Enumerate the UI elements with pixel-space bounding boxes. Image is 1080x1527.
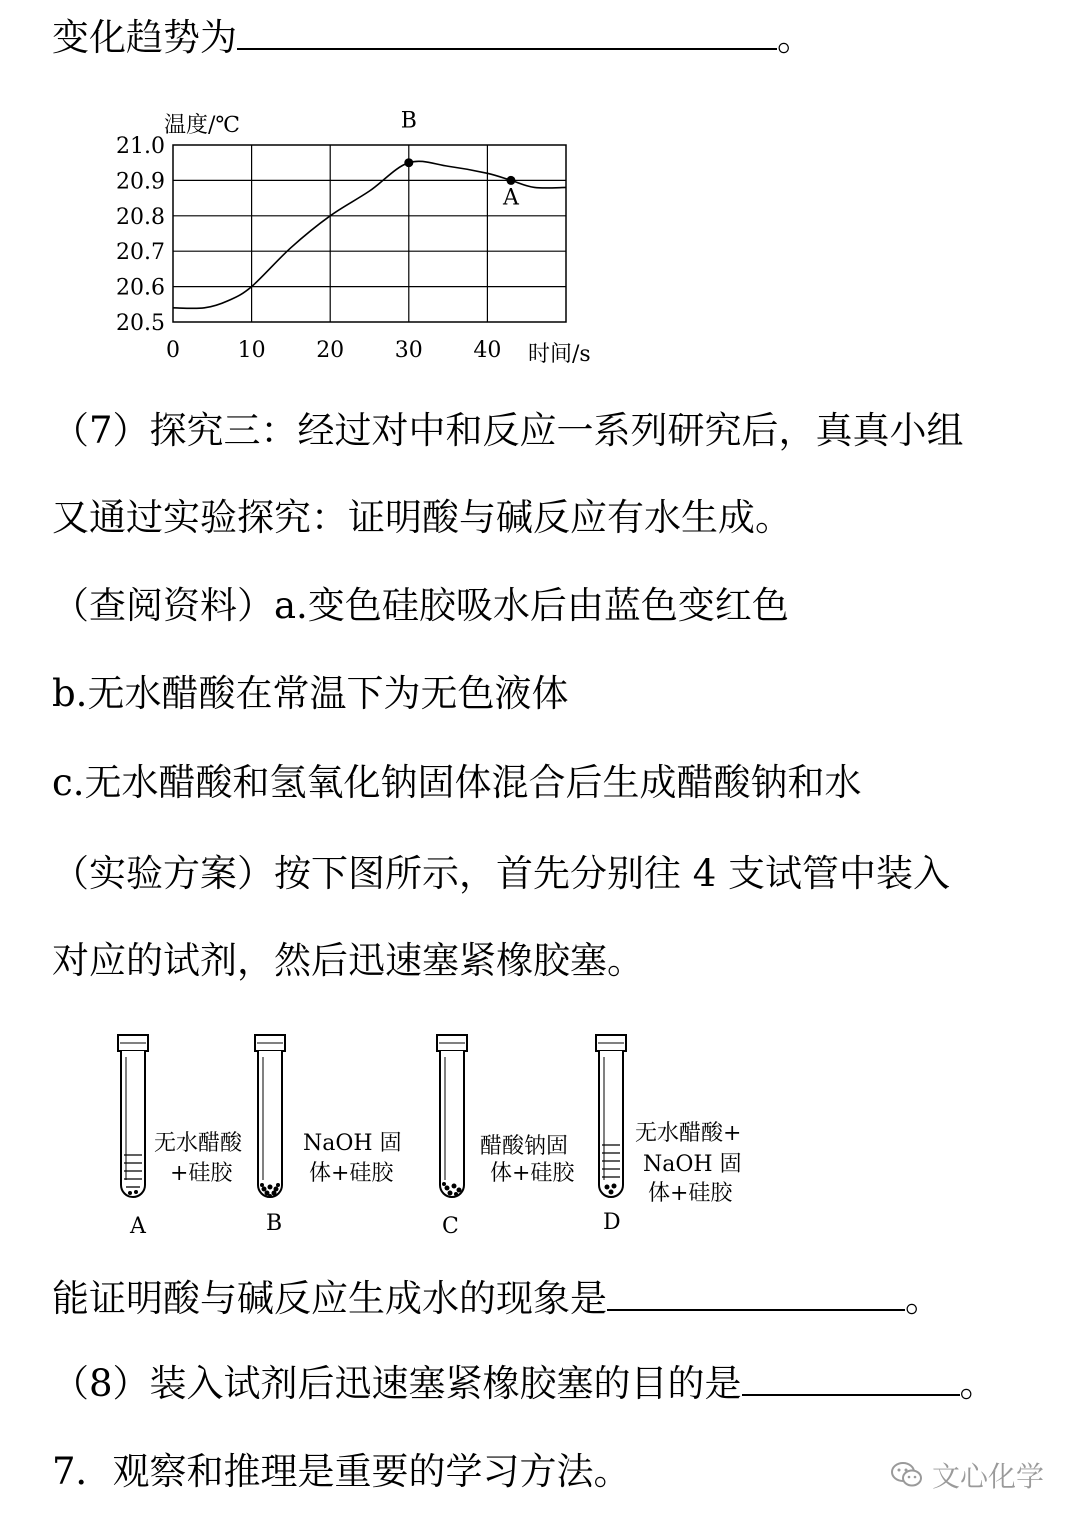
q8-question: （8）装入试剂后迅速塞紧橡胶塞的目的是 。	[52, 1362, 997, 1405]
y-tick-label: 20.7	[116, 240, 165, 266]
point-b	[404, 158, 413, 167]
test-tube-b	[255, 1035, 285, 1198]
tube-a-reagent-1: 无水醋酸	[154, 1131, 243, 1156]
trend-question: 变化趋势为 。	[52, 16, 814, 59]
test-tube-a	[118, 1035, 148, 1197]
tube-b-reagent-2: 体+硅胶	[309, 1161, 394, 1186]
y-tick-label: 21.0	[116, 134, 165, 159]
point-a	[506, 176, 515, 185]
test-tube-d	[596, 1035, 626, 1197]
tube-c-reagent-1: 醋酸钠固	[480, 1134, 569, 1159]
temperature-chart	[100, 100, 620, 380]
chart-points	[401, 109, 520, 211]
test-tubes-diagram	[100, 1025, 780, 1245]
trend-answer-blank[interactable]	[237, 14, 777, 50]
y-tick-label: 20.9	[116, 169, 165, 195]
x-axis-label: 时间/s	[528, 342, 591, 367]
x-tick-label: 20	[316, 338, 345, 363]
watermark	[890, 1455, 1044, 1495]
tube-d-reagent-1: 无水醋酸+	[635, 1121, 742, 1146]
x-tick-label: 30	[394, 338, 423, 363]
tube-c-letter: C	[442, 1214, 459, 1239]
q7-line1: （7）探究三：经过对中和反应一系列研究后，真真小组	[52, 409, 964, 452]
y-tick-label: 20.8	[116, 204, 165, 230]
y-tick-labels	[116, 134, 165, 336]
reference-b: b.无水醋酸在常温下为无色液体	[52, 672, 569, 715]
phenomenon-answer-blank[interactable]	[607, 1275, 905, 1311]
tube-d-letter: D	[603, 1210, 621, 1235]
wechat-icon	[890, 1461, 924, 1489]
y-tick-label: 20.6	[116, 275, 165, 301]
point-label-a: A	[503, 185, 519, 211]
tube-b-letter: B	[266, 1211, 283, 1236]
x-tick-labels	[166, 338, 501, 363]
phenomenon-question: 能证明酸与碱反应生成水的现象是 。	[52, 1277, 942, 1320]
x-tick-label: 0	[166, 338, 180, 363]
point-label-b: B	[400, 108, 417, 134]
watermark-text: 文心化学	[931, 1460, 1044, 1493]
q8-answer-blank[interactable]	[742, 1360, 960, 1396]
tube-c-reagent-2: 体+硅胶	[490, 1161, 575, 1186]
test-tube-c	[437, 1035, 467, 1197]
q7-line2: 又通过实验探究：证明酸与碱反应有水生成。	[52, 496, 792, 539]
y-tick-label: 20.5	[116, 311, 165, 336]
q9-question: 7．观察和推理是重要的学习方法。	[52, 1450, 631, 1493]
plan-line2: 对应的试剂，然后迅速塞紧橡胶塞。	[52, 939, 644, 982]
chart-grid	[173, 145, 566, 322]
tube-d-reagent-2: NaOH 固	[643, 1152, 742, 1177]
tube-b-reagent-1: NaOH 固	[303, 1131, 402, 1156]
plan-line1: （实验方案）按下图所示，首先分别往 4 支试管中装入	[52, 852, 951, 895]
x-tick-label: 40	[473, 338, 502, 363]
reference-c: c.无水醋酸和氢氧化钠固体混合后生成醋酸钠和水	[52, 761, 862, 804]
x-tick-label: 10	[237, 338, 266, 363]
tube-a-letter: A	[130, 1214, 146, 1239]
tube-d-reagent-3: 体+硅胶	[648, 1181, 733, 1206]
reference-a: （查阅资料）a.变色硅胶吸水后由蓝色变红色	[52, 584, 789, 627]
plot-border	[173, 145, 566, 322]
y-axis-label: 温度/℃	[164, 113, 241, 138]
tube-a-reagent-2: +硅胶	[170, 1161, 233, 1186]
